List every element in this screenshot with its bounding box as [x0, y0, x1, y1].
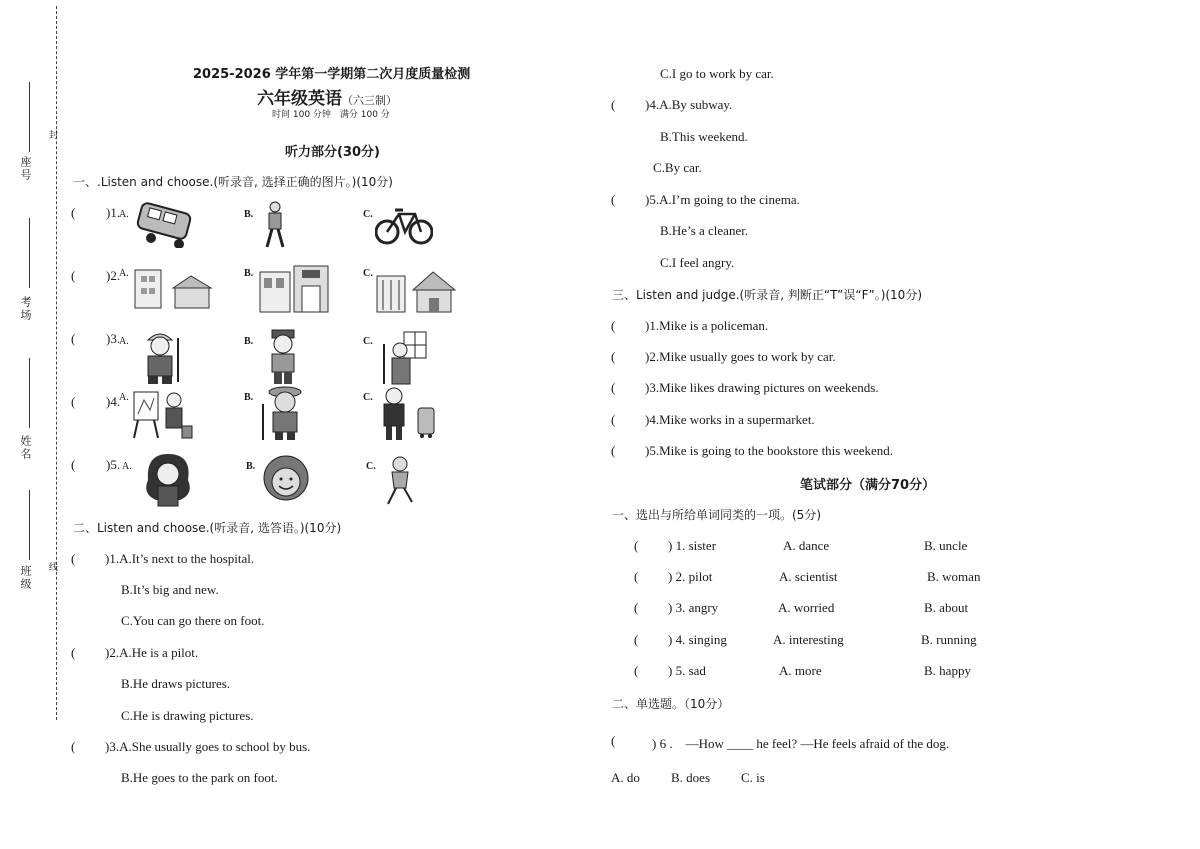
cleaner-icon[interactable] — [380, 330, 428, 386]
option-a: A. more — [779, 663, 822, 678]
answer-paren[interactable]: ( — [611, 97, 616, 112]
answer-paren[interactable]: ( — [71, 551, 76, 566]
option-a: A. worried — [778, 600, 835, 615]
listening-part1-title: 一、.Listen and choose.(听录音, 选择正确的图片。)(10分) — [73, 175, 393, 189]
option-b: B.He draws pictures. — [121, 676, 231, 691]
worker-icon[interactable] — [136, 328, 186, 386]
writing-part1-title: 一、选出与所给单词同类的一项。(5分) — [612, 508, 821, 522]
businessman-icon[interactable] — [372, 386, 438, 442]
option-b: B. does — [671, 770, 710, 785]
bus-icon[interactable] — [133, 200, 197, 248]
answer-paren[interactable]: ( — [71, 205, 76, 220]
word-question: ) 1. sister — [668, 538, 717, 553]
option-c: C.You can go there on foot. — [121, 613, 265, 628]
listening-part2-title: 二、Listen and choose.(听录音, 选答语。)(10分) — [73, 521, 342, 535]
option-b: B. happy — [924, 663, 971, 678]
answer-paren[interactable]: ( — [71, 739, 76, 754]
farmer-icon[interactable] — [255, 384, 311, 442]
option-b: B.He goes to the park on foot. — [121, 770, 278, 785]
option-c: C.I go to work by car. — [660, 66, 774, 81]
judge-item: )4.Mike works in a supermarket. — [645, 412, 815, 427]
answer-paren[interactable]: ( — [71, 645, 76, 660]
name-label: 姓名 — [19, 435, 32, 461]
buildings-icon[interactable] — [133, 266, 217, 312]
option-b: B. about — [924, 600, 969, 615]
option-c: C.I feel angry. — [660, 255, 735, 270]
exam-title: 2025-2026 学年第一学期第二次月度质量检测 — [193, 67, 471, 82]
option-b: B. uncle — [924, 538, 968, 553]
option-a: A. dance — [783, 538, 830, 553]
listening-part3-title: 三、Listen and judge.(听录音, 判断正“T”误“F”。)(10分) — [612, 288, 923, 302]
judge-item: )5.Mike is going to the bookstore this weekend. — [645, 443, 894, 458]
bicycle-icon[interactable] — [375, 202, 433, 246]
option-a: A. interesting — [773, 632, 844, 647]
option-b: B.It’s big and new. — [121, 582, 219, 597]
class-blank[interactable] — [29, 490, 30, 560]
writing-heading: 笔试部分（满分70分） — [800, 478, 936, 493]
option-c: C.By car. — [653, 160, 702, 175]
question-number: )1. — [106, 205, 121, 220]
painter-icon[interactable] — [132, 386, 194, 440]
happy-girl-icon[interactable] — [258, 452, 314, 510]
option-b: B. running — [921, 632, 977, 647]
exam-room-blank[interactable] — [29, 218, 30, 288]
question-6: ) 6 . —How ____ he feel? —He feels afraid of the dog. — [652, 736, 950, 751]
binding-dashed-line — [56, 6, 57, 720]
option-c: C.He is drawing pictures. — [121, 708, 254, 723]
seat-number-label: 座号 — [19, 156, 32, 182]
writing-part2-title: 二、单选题。（10分） — [612, 697, 730, 711]
option-a: A. do — [611, 770, 640, 785]
word-question: ) 3. angry — [668, 600, 719, 615]
option-b: B. woman — [927, 569, 981, 584]
seal-mark: 封 — [49, 131, 59, 141]
shops-icon[interactable] — [258, 264, 332, 314]
word-question: ) 5. sad — [668, 663, 706, 678]
running-girl-icon[interactable] — [378, 454, 418, 508]
option-a: A. scientist — [779, 569, 838, 584]
name-blank[interactable] — [29, 358, 30, 428]
word-question: ) 2. pilot — [668, 569, 713, 584]
houses-icon[interactable] — [375, 266, 457, 314]
listening-heading: 听力部分(30分) — [285, 145, 380, 160]
word-question: ) 4. singing — [668, 632, 727, 647]
answer-paren[interactable]: ( — [611, 192, 616, 207]
option-a: )3.A.She usually goes to school by bus. — [105, 739, 311, 754]
class-label: 班级 — [19, 565, 32, 591]
judge-item: )2.Mike usually goes to work by car. — [645, 349, 836, 364]
judge-item: )3.Mike likes drawing pictures on weekends. — [645, 380, 879, 395]
line-mark: 线 — [49, 563, 59, 573]
option-a: )1.A.It’s next to the hospital. — [105, 551, 255, 566]
angry-girl-icon[interactable] — [138, 450, 200, 510]
walking-person-icon[interactable] — [260, 200, 290, 250]
option-c: C. is — [741, 770, 765, 785]
option-a: )5.A.I’m going to the cinema. — [645, 192, 800, 207]
judge-item: )1.Mike is a policeman. — [645, 318, 769, 333]
option-b: B.This weekend. — [660, 129, 748, 144]
exam-subtitle: 六年级英语（六三制） — [257, 89, 397, 109]
exam-room-label: 考场 — [19, 296, 32, 322]
option-a: )2.A.He is a pilot. — [105, 645, 199, 660]
seat-number-blank[interactable] — [29, 82, 30, 152]
option-a: )4.A.By subway. — [645, 97, 733, 112]
option-b: B.He’s a cleaner. — [660, 223, 749, 238]
police-child-icon[interactable] — [262, 328, 304, 386]
exam-time-info: 时间 100 分钟 满分 100 分 — [272, 110, 390, 120]
